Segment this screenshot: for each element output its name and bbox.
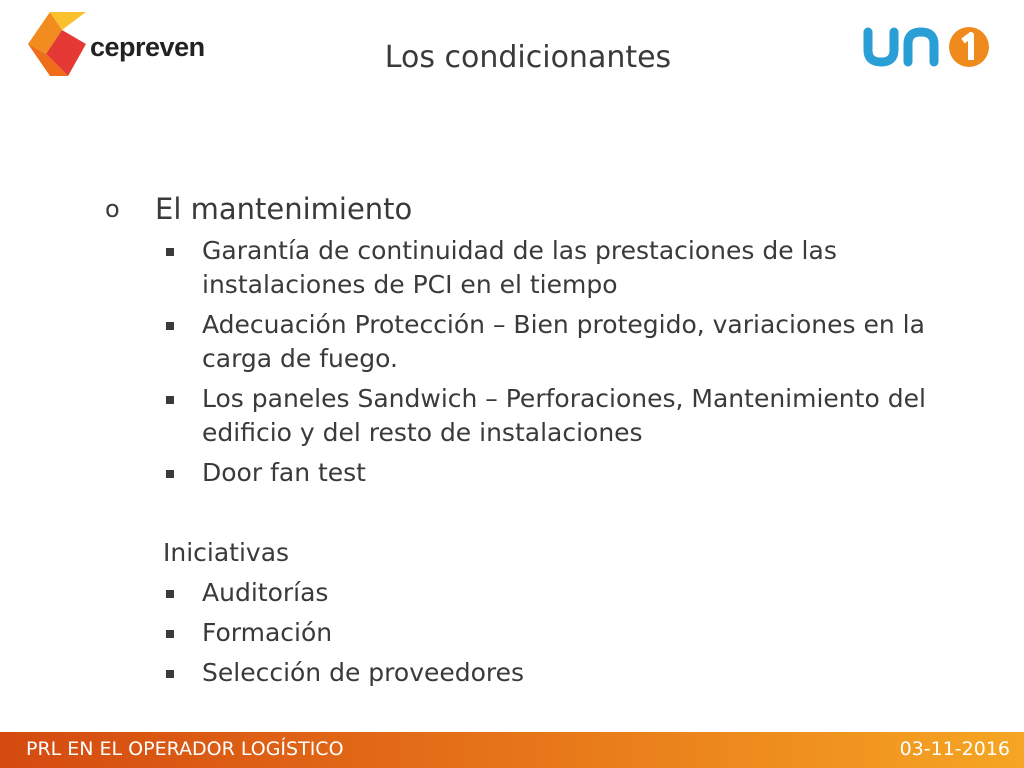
slide-content — [105, 188, 965, 696]
square-bullet-icon — [166, 670, 174, 678]
section-heading-text: El mantenimiento — [155, 192, 413, 226]
square-bullet-icon — [166, 396, 174, 404]
list-item: Los paneles Sandwich – Perforaciones, Mantenimiento del edificio y del resto de instalaciones — [105, 382, 965, 450]
slide-title: Los condicionantes — [384, 40, 672, 75]
list-item: Adecuación Protección – Bien protegido, variaciones en la carga de fuego. — [105, 308, 965, 376]
square-bullet-icon — [166, 322, 174, 330]
footer-title: PRL EN EL OPERADOR LOGÍSTICO — [26, 738, 344, 760]
square-bullet-icon — [166, 470, 174, 478]
section-heading — [105, 188, 965, 230]
footer-bar — [0, 732, 1024, 768]
list-item: Auditorías — [105, 576, 965, 610]
list-item: Garantía de continuidad de las prestaciones de las instalaciones de PCI en el tiempo — [105, 234, 965, 302]
list-item: Door fan test — [105, 456, 965, 490]
circle-bullet-icon: o — [105, 195, 120, 223]
square-bullet-icon — [166, 630, 174, 638]
cepreven-wordmark: cepreven — [90, 32, 205, 62]
list-item: Formación — [105, 616, 965, 650]
list-item: Selección de proveedores — [105, 656, 965, 690]
initiatives-heading: Iniciativas — [163, 538, 290, 567]
footer-date: 03-11-2016 — [899, 738, 1010, 760]
square-bullet-icon — [166, 590, 174, 598]
square-bullet-icon — [166, 248, 174, 256]
